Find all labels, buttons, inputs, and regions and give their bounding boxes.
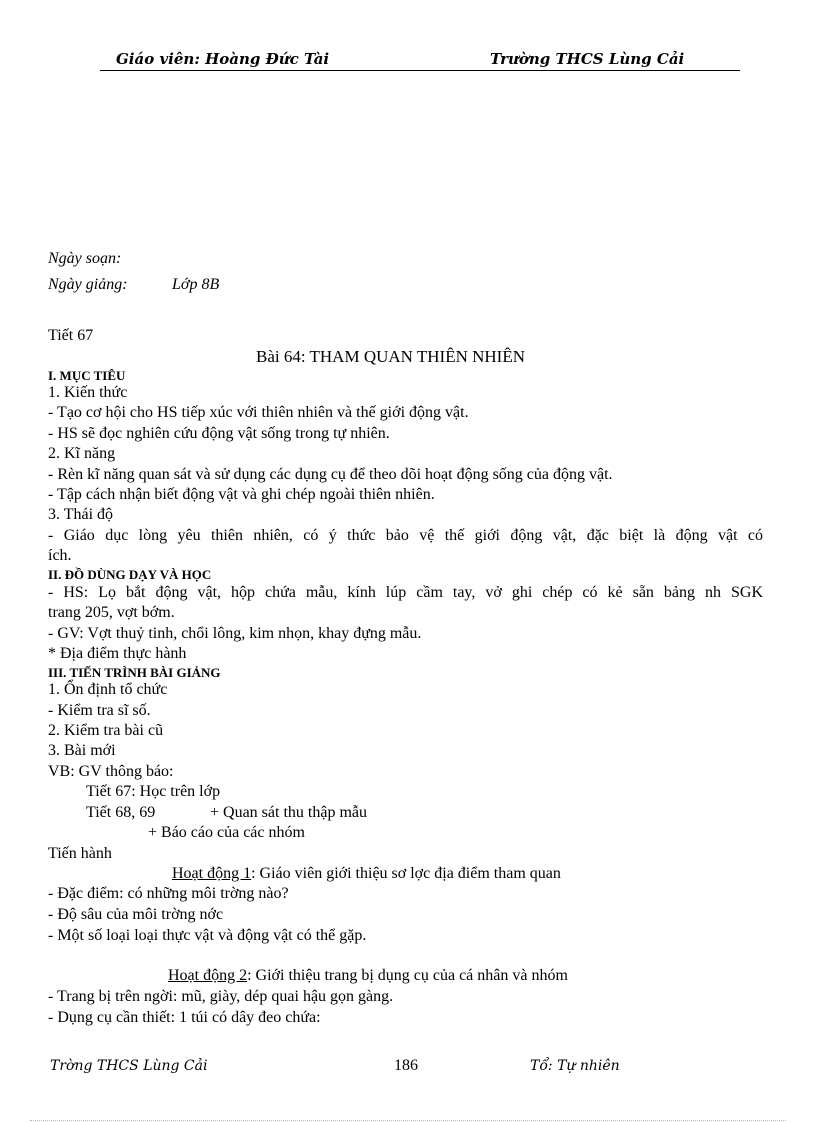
section-muc-tieu: I. MỤC TIÊU: [48, 368, 126, 383]
line: trang 205, vợt bớm.: [48, 604, 175, 621]
activity-2-label: Hoạt động 2: [168, 967, 248, 984]
line: Tiết 68, 69: [86, 804, 156, 821]
tiet: Tiết 67: [48, 327, 94, 344]
line: - Độ sâu của môi trờng nớc: [48, 906, 224, 923]
line: Tiết 67: Học trên lớp: [86, 783, 221, 800]
activity-1-heading: [172, 864, 561, 884]
line: VB: GV thông báo:: [48, 763, 174, 780]
page-number: 186: [394, 1057, 418, 1074]
line: - Giáo dục lòng yêu thiên nhiên, có ý thức bảo vệ thế giới động vật, đặc biệt là động vật có: [48, 527, 763, 544]
line: 3. Thái độ: [48, 506, 114, 523]
line: 1. Ổn định tổ chức: [48, 681, 168, 698]
line: + Quan sát thu thập mẫu: [210, 804, 367, 821]
line: Tiến hành: [48, 845, 112, 862]
line: - Rèn kĩ năng quan sát và sử dụng các dụng cụ để theo dõi hoạt động sống của động vật.: [48, 466, 613, 483]
activity-2-heading: [168, 966, 568, 986]
section-tien-trinh: III. TIẾN TRÌNH BÀI GIẢNG: [48, 665, 221, 680]
line: * Địa điểm thực hành: [48, 645, 187, 662]
line: - Tạo cơ hội cho HS tiếp xúc với thiên nhiên và thế giới động vật.: [48, 404, 469, 421]
line: - GV: Vợt thuỷ tinh, chổi lông, kim nhọn, khay đựng mẫu.: [48, 625, 422, 642]
line: - Tập cách nhận biết động vật và ghi chép ngoài thiên nhiên.: [48, 486, 435, 503]
line: - HS sẽ đọc nghiên cứu động vật sống trong tự nhiên.: [48, 425, 390, 442]
section-do-dung: II. ĐỒ DÙNG DẠY VÀ HỌC: [48, 567, 212, 582]
line: 2. Kĩ năng: [48, 445, 116, 462]
line: 2. Kiểm tra bài cũ: [48, 722, 164, 739]
lesson-title: Bài 64: THAM QUAN THIÊN NHIÊN: [256, 347, 525, 366]
line: - Kiểm tra sĩ số.: [48, 702, 151, 719]
line: - Trang bị trên ngời: mũ, giày, dép quai hậu gọn gàng.: [48, 988, 394, 1005]
ngay-giang: Ngày giảng:: [48, 276, 128, 293]
bottom-dotted-rule: [30, 1120, 786, 1121]
ngay-soan: Ngày soạn:: [48, 250, 122, 267]
lop: Lớp 8B: [172, 276, 220, 293]
header-rule: [100, 70, 740, 71]
line: - Một số loại loại thực vật và động vật có thể gặp.: [48, 927, 367, 944]
line: - Đặc điểm: có những môi trờng nào?: [48, 885, 289, 902]
line: - HS: Lọ bắt động vật, hộp chứa mẫu, kính lúp cầm tay, vở ghi chép có kẻ sẵn bảng nh SGK: [48, 584, 763, 601]
header-teacher: Giáo viên: Hoàng Đức Tài: [116, 50, 330, 68]
line: 1. Kiến thức: [48, 384, 128, 401]
line: - Dụng cụ cần thiết: 1 túi có dây đeo chứa:: [48, 1009, 321, 1026]
activity-1-text: : Giáo viên giới thiệu sơ lợc địa điểm tham quan: [251, 865, 561, 882]
activity-1-label: Hoạt động 1: [172, 865, 252, 882]
footer-school: Trờng THCS Lùng Cải: [50, 1058, 208, 1074]
footer-group: Tổ: Tự nhiên: [530, 1058, 620, 1074]
header-school: Trường THCS Lùng Cải: [490, 50, 685, 68]
line: ích.: [48, 547, 72, 564]
activity-2-text: : Giới thiệu trang bị dụng cụ của cá nhân và nhóm: [247, 967, 568, 984]
line: + Báo cáo của các nhóm: [148, 824, 305, 841]
line: 3. Bài mới: [48, 742, 116, 759]
